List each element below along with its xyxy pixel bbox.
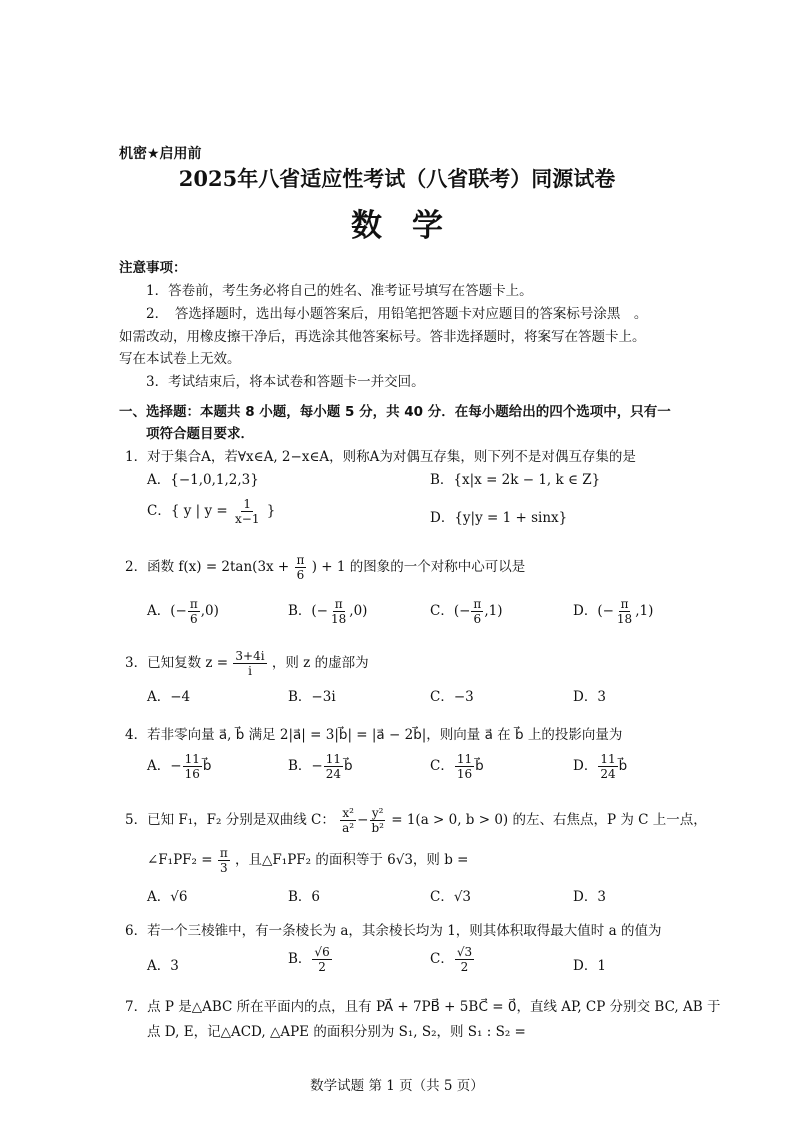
fraction: $\frac{√3}{2}$ (456, 945, 473, 974)
question-5-stem: 5．已知 F₁，F₂ 分别是双曲线 C： $\frac{\text{x²}}{\text{a²}}$ − $\frac{\text{y²}}{\text{b²}}$ = 1(a > 0, b > 0) 的左、右焦点，P 为 C 上一点， (125, 806, 707, 835)
angle-fraction: $\frac{\pi}{3}$ (219, 846, 228, 875)
fraction: $\frac{\pi}{6}$ (189, 597, 198, 626)
question-5-option-a: A．√6 (147, 889, 188, 905)
fraction: $\frac{√6}{2}$ (314, 945, 330, 974)
question-6-stem: 6．若一个三棱锥中，有一条棱长为 a，其余棱长均为 1，则其体积取得最大值时 a 的值为 (125, 923, 662, 939)
page-footer: 数学试题 第 1 页（共 5 页） (310, 1078, 484, 1094)
hyperbola-y-term: $\frac{\text{y²}}{\text{b²}}$ (371, 806, 384, 835)
question-2-stem-fraction: $\frac{\pi}{6}$ (296, 553, 305, 582)
question-3-option-a: A．−4 (147, 689, 191, 705)
fraction: $\frac{\pi}{18}$ (616, 597, 633, 626)
question-3-stem: 3．已知复数 z = $\frac{3+4i}{i}$ ，则 z 的虚部为 (125, 649, 369, 678)
notice-line-2b: 如需改动，用橡皮擦干净后，再选涂其他答案标号。答非选择题时，将案写在答题卡上。 (119, 329, 646, 345)
confidential-mark: 机密★启用前 (119, 146, 202, 162)
subject-title: 数学 (351, 208, 473, 244)
question-1-stem: 1．对于集合A，若∀x∈A, 2−x∈A，则称A为对偶互存集，则下列不是对偶互存集的是 (125, 449, 636, 465)
question-4-option-d: D． $\frac{11}{24}$ b⃗ (573, 752, 628, 781)
fraction: $\frac{11}{24}$ (325, 752, 342, 781)
section-heading-line-2: 项符合题目要求． (146, 426, 254, 442)
question-4-stem: 4．若非零向量 a⃗, b⃗ 满足 2|a⃗| = 3|b⃗| = |a⃗ − 2b⃗|，则向量 a⃗ 在 b⃗ 上的投影向量为 (125, 727, 623, 743)
question-1-option-d: D．{y|y = 1 + sinx} (430, 510, 568, 526)
question-4-option-b: B．− $\frac{11}{24}$ b⃗ (288, 752, 353, 781)
question-6-option-b: B． $\frac{√6}{2}$ (288, 945, 330, 974)
fraction: $\frac{\pi}{18}$ (331, 597, 347, 626)
question-3-stem-fraction: $\frac{3+4i}{i}$ (235, 649, 265, 678)
notice-line-3: 3．考试结束后，将本试卷和答题卡一并交回。 (146, 374, 425, 390)
notice-heading: 注意事项： (119, 260, 187, 276)
question-1-option-a: A．{−1,0,1,2,3} (147, 472, 259, 488)
question-4-option-a: A．− $\frac{11}{16}$ b⃗ (147, 752, 212, 781)
question-6-option-d: D．1 (573, 958, 606, 974)
fraction: $\frac{\pi}{6}$ (473, 597, 482, 626)
question-3-option-c: C．−3 (430, 689, 474, 705)
question-5-stem-line-2: ∠F₁PF₂ = $\frac{\pi}{3}$ ，且△F₁PF₂ 的面积等于 6√3，则 b = (147, 846, 469, 875)
question-6-option-a: A．3 (147, 958, 179, 974)
question-4-option-c: C． $\frac{11}{16}$ b⃗ (430, 752, 484, 781)
question-6-option-c: C． $\frac{√3}{2}$ (430, 945, 473, 974)
question-5-option-c: C．√3 (430, 889, 472, 905)
question-2-option-a: A．(− $\frac{\pi}{6}$ ,0) (147, 597, 219, 626)
section-heading-line-1: 一、选择题：本题共 8 小题，每小题 5 分，共 40 分．在每小题给出的四个选项中，只有一 (119, 404, 671, 420)
hyperbola-x-term: $\frac{\text{x²}}{\text{a²}}$ (342, 806, 355, 835)
question-2-option-b: B．(− $\frac{\pi}{18}$ ,0) (288, 597, 368, 626)
exam-title: 2025年八省适应性考试（八省联考）同源试卷 (178, 166, 616, 191)
question-2-option-d: D．(− $\frac{\pi}{18}$ ,1) (573, 597, 654, 626)
question-2-option-c: C．(− $\frac{\pi}{6}$ ,1) (430, 597, 503, 626)
fraction: $\frac{11}{16}$ (184, 752, 200, 781)
question-1-option-c: C．{ y | y = $\frac{1}{x-1}$ } (147, 497, 276, 526)
question-2-stem: 2．函数 f(x) = 2tan(3x + $\frac{\pi}{6}$ ) + 1 的图象的一个对称中心可以是 (125, 553, 526, 582)
question-1-option-b: B．{x|x = 2k − 1, k ∈ Z} (430, 472, 601, 488)
notice-line-2a: 2． 答选择题时，选出每小题答案后，用铅笔把答题卡对应题目的答案标号涂黑 。 (146, 306, 648, 322)
question-7-stem-line-2: 点 D, E，记△ACD, △APE 的面积分别为 S₁, S₂，则 S₁ : S₂ = (147, 1024, 526, 1040)
question-7-stem-line-1: 7．点 P 是△ABC 所在平面内的点，且有 PA⃗ + 7PB⃗ + 5BC⃗ = 0⃗，直线 AP, CP 分别交 BC, AB 于 (125, 999, 721, 1015)
question-3-option-b: B．−3i (288, 689, 336, 705)
question-3-option-d: D．3 (573, 689, 606, 705)
notice-line-1: 1．答卷前，考生务必将自己的姓名、准考证号填写在答题卡上。 (146, 283, 533, 299)
fraction: $\frac{11}{16}$ (456, 752, 473, 781)
question-1-option-c-fraction: $\frac{1}{x-1}$ (235, 497, 260, 526)
question-5-option-d: D．3 (573, 889, 606, 905)
question-5-option-b: B．6 (288, 889, 321, 905)
fraction: $\frac{11}{24}$ (600, 752, 616, 781)
notice-line-2c: 写在本试卷上无效。 (119, 351, 241, 367)
